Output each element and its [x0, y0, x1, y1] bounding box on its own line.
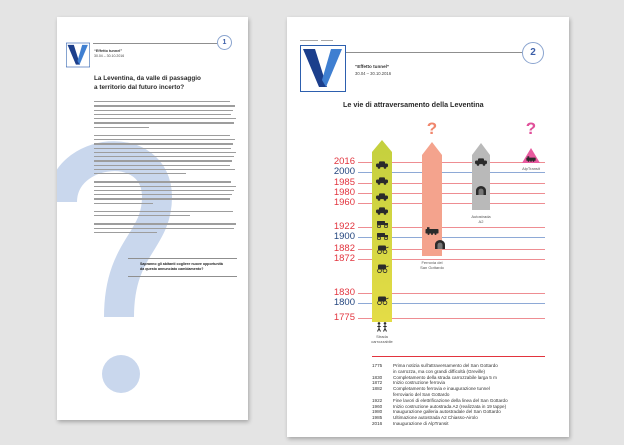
exhibition-name: “Effetto tunnel” [94, 49, 123, 53]
exhibition-dates: 30.04 – 30.10.2016 [94, 54, 125, 58]
body-text-line [94, 190, 234, 191]
route-label-railway [412, 261, 452, 271]
motorway-route-arrow [472, 143, 490, 210]
year-label-1980: 1980 [333, 187, 355, 198]
body-text-line [94, 228, 234, 229]
closing-question-line: da questo annunciato cambiamento? [140, 266, 204, 271]
page-title: Le vie di attraversamento della Leventina [343, 100, 484, 109]
legend-year: 1922 [372, 397, 383, 403]
year-label-1882: 1882 [333, 243, 355, 254]
body-text-line [94, 181, 231, 182]
body-text-line [94, 198, 230, 199]
brochure-page-1 [57, 17, 248, 420]
body-text-line [94, 194, 232, 195]
body-text-line [94, 127, 149, 128]
body-text-line [94, 156, 234, 157]
route-label-line: Ferrovia del [421, 260, 443, 265]
page-number: 1 [217, 35, 232, 50]
question-rule-top [128, 258, 237, 259]
legend-description-line: in carrozza, ma con grandi difficoltà (Greville) [393, 368, 486, 374]
tunnel-icon [435, 240, 445, 249]
route-label-line: San Gottardo [420, 264, 444, 270]
body-text-line [94, 215, 190, 216]
year-label-1800: 1800 [333, 297, 355, 308]
route-label-line: Autostrada [471, 214, 491, 219]
route-label-motorway [461, 215, 501, 225]
route-label-line: AlpTransit [522, 166, 540, 171]
body-text-line [94, 143, 233, 144]
route-label-alptransit [511, 167, 551, 172]
body-text-line [94, 114, 231, 115]
body-text-line [94, 101, 230, 102]
legend-description-line: Inizio costruzione autostrada A2 (realizzata in 19 tappe) [393, 403, 507, 409]
legend-description-line: Completamento ferrovia e inaugurazione tunnel [393, 386, 490, 392]
body-text-line [94, 211, 233, 212]
legend-year: 1960 [372, 403, 383, 409]
legend-description-line: Completamento della strada carrozzabile larga 5 m [393, 374, 497, 380]
body-text-line [94, 186, 236, 187]
closing-question [140, 262, 223, 272]
body-text-line [94, 122, 234, 123]
year-label-1985: 1985 [333, 177, 355, 188]
body-text-line [94, 135, 230, 136]
body-text-line [94, 169, 235, 170]
body-text-line [94, 152, 236, 153]
body-text [94, 101, 237, 241]
page-number: 2 [522, 42, 544, 64]
body-text-line [94, 173, 186, 174]
year-label-1960: 1960 [333, 197, 355, 208]
legend-description-line: ferroviario del San Gottardo [393, 391, 450, 397]
legend-description-line: Inaugurazione di AlpTransit [393, 421, 449, 426]
year-label-2016: 2016 [333, 156, 355, 167]
year-label-1922: 1922 [333, 221, 355, 232]
museum-logo-icon [66, 42, 90, 68]
road-route-arrow [372, 140, 392, 322]
route-label-line: Strada [376, 334, 388, 339]
route-label-road [362, 335, 402, 345]
exhibition-name: “Effetto tunnel” [355, 64, 390, 69]
exhibition-dates: 30.04 – 30.10.2016 [355, 71, 392, 76]
year-label-1900: 1900 [333, 231, 355, 242]
legend-year: 1830 [372, 374, 383, 380]
body-text-line [94, 148, 231, 149]
tunnel-icon [476, 186, 486, 195]
route-label-line: A2 [478, 218, 484, 224]
legend-year: 1985 [372, 415, 383, 421]
header-rule [93, 43, 217, 44]
legend-description-line: Inaugurazione galleria autostradale del San Gottardo [393, 409, 501, 415]
alptransit-question-mark: ? [525, 119, 537, 138]
body-text-line [94, 223, 236, 224]
railway-question-mark: ? [426, 119, 438, 138]
legend-year: 1872 [372, 380, 383, 386]
body-text-line [94, 160, 232, 161]
page-title-line: La Leventina, da valle di passaggio [94, 75, 201, 82]
legend-description-line: Ultimazione autostrada A2 Chiasso-Airolo [393, 415, 478, 421]
legend-description-line: Fine lavori di elettrificazione della linea del San Gottardo [393, 397, 508, 403]
body-text-line [94, 139, 235, 140]
year-label-2000: 2000 [333, 166, 355, 177]
year-label-1872: 1872 [333, 253, 355, 264]
route-label-line: carrozzabile [371, 338, 393, 344]
question-rule-bottom [128, 276, 237, 277]
body-text-line [94, 105, 235, 106]
year-label-1775: 1775 [333, 312, 355, 323]
legend-year: 1980 [372, 409, 383, 415]
page-title [94, 75, 201, 92]
brochure-page-2 [287, 17, 569, 437]
walkers-icon [377, 322, 386, 331]
body-text-line [94, 118, 236, 119]
railway-route-arrow [422, 142, 442, 256]
body-text-line [94, 232, 157, 233]
closing-question-line: Sapranno gli abitanti cogliere nuove opportunità [140, 262, 223, 266]
page-title-line: a territorio dal futuro incerto? [94, 83, 185, 91]
body-text-line [94, 203, 153, 204]
body-text-line [94, 110, 233, 111]
legend-year: 1882 [372, 386, 383, 392]
legend-year: 2016 [372, 421, 383, 426]
legend-year: 1775 [372, 363, 383, 368]
year-label-1830: 1830 [333, 287, 355, 298]
body-text-line [94, 165, 230, 166]
legend-description-line: Inizio costruzione ferrovia [393, 380, 446, 386]
timeline-routes [287, 17, 569, 437]
legend-description-line: Prima notizia sull'attraversamento del San Gottardo [393, 363, 498, 368]
